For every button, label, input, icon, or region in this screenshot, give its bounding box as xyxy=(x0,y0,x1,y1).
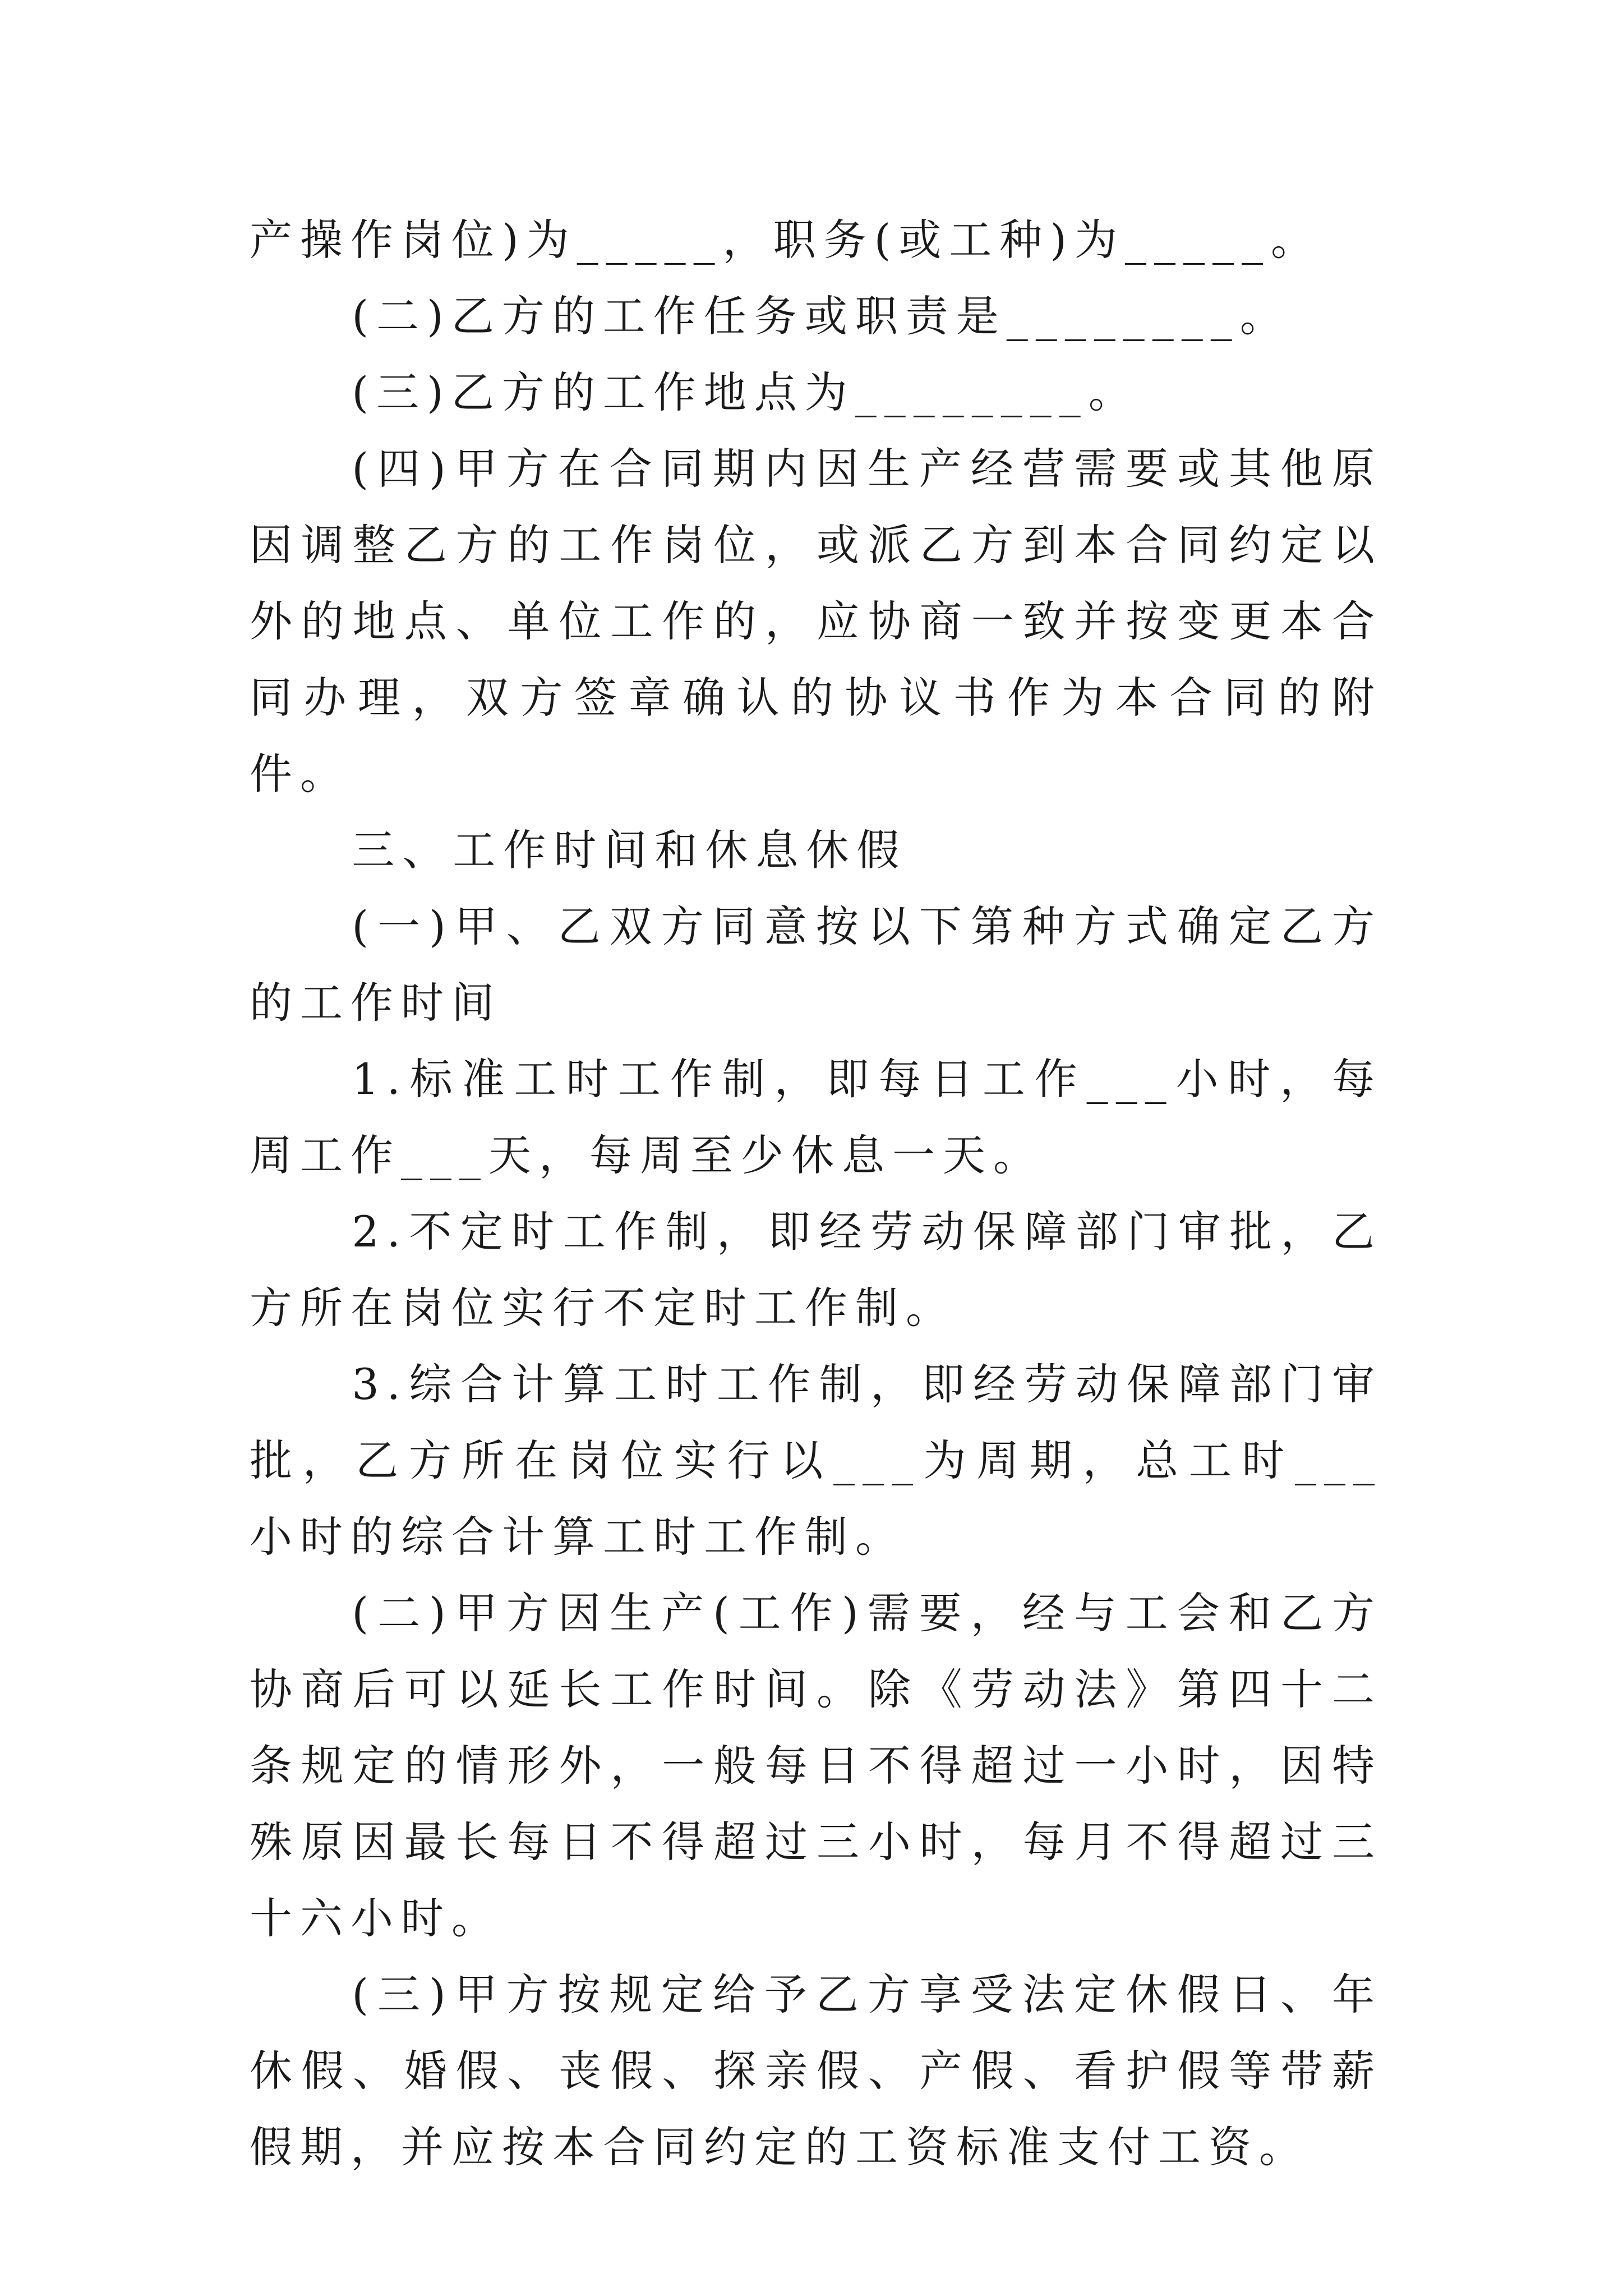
paragraph-work-location: (三)乙方的工作地点为________。 xyxy=(352,367,1139,417)
paragraph-flexible-hours: 2.不定时工作制，即经劳动保障部门审批，乙方所在岗位实行不定时工作制。 xyxy=(250,1207,1382,1333)
document-body xyxy=(250,202,1382,2185)
paragraph-position-duty: 产操作岗位)为_____，职务(或工种)为_____。 xyxy=(250,215,1321,265)
paragraph-work-tasks: (二)乙方的工作任务或职责是________。 xyxy=(352,291,1290,341)
section-heading-work-hours: 三、工作时间和休息休假 xyxy=(352,825,907,875)
paragraph-position-adjustment: (四)甲方在合同期内因生产经营需要或其他原因调整乙方的工作岗位，或派乙方到本合同约定以外的地点、单位工作的，应协商一致并按变更本合同办理，双方签章确认的协议书作为本合同的附件。 xyxy=(250,444,1382,799)
paragraph-overtime: (二)甲方因生产(工作)需要，经与工会和乙方协商后可以延长工作时间。除《劳动法》第四十二条规定的情形外，一般每日不得超过一小时，因特殊原因最长每日不得超过三小时，每月不得超过三十六小时。 xyxy=(250,1588,1382,1943)
paragraph-standard-hours: 1.标准工时工作制，即每日工作___小时，每周工作___天，每周至少休息一天。 xyxy=(250,1054,1382,1180)
paragraph-paid-leave: (三)甲方按规定给予乙方享受法定休假日、年休假、婚假、丧假、探亲假、产假、看护假等带薪假期，并应按本合同约定的工资标准支付工资。 xyxy=(250,1970,1382,2172)
paragraph-comprehensive-hours: 3.综合计算工时工作制，即经劳动保障部门审批，乙方所在岗位实行以___为周期，总工时___小时的综合计算工时工作制。 xyxy=(250,1359,1382,1562)
paragraph-work-time-method: (一)甲、乙双方同意按以下第种方式确定乙方的工作时间 xyxy=(250,901,1382,1028)
